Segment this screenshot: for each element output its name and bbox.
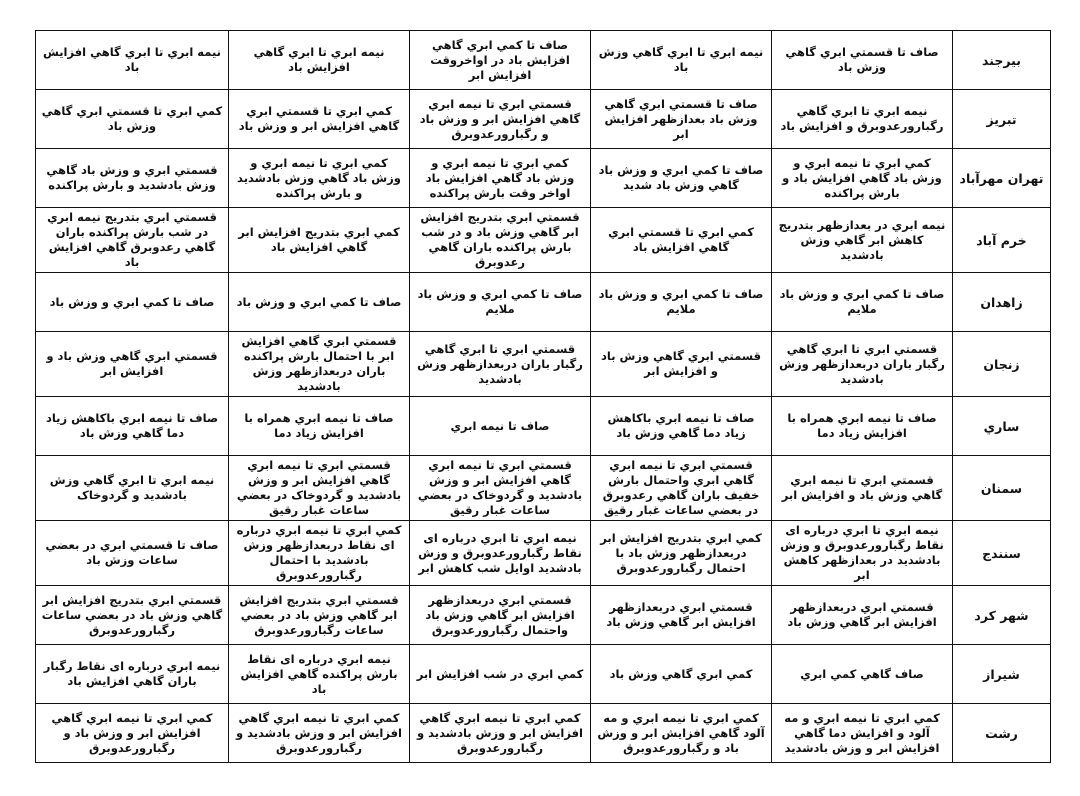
table-row — [36, 456, 1051, 521]
city-cell: بيرجند — [953, 31, 1051, 90]
forecast-cell: کمي ابري تا نيمه ابري و وزش باد گاهي افزايش باد اواخر وقت بارش پراکنده — [410, 149, 591, 208]
forecast-cell: کمي ابري تا نيمه ابري درباره اى نقاط دربعدازظهر وزش بادشديد با احتمال رگبارورعدوبرق — [229, 521, 410, 586]
forecast-cell: صاف تا کمي ابري و وزش باد ملايم — [410, 273, 591, 332]
forecast-cell: کمي ابري در شب افزايش ابر — [410, 645, 591, 704]
forecast-cell: صاف تا نيمه ابري — [410, 397, 591, 456]
forecast-cell: کمي ابري تا نيمه ابري گاهي افزايش ابر و وزش بادشديد و رگبارورعدوبرق — [229, 704, 410, 763]
forecast-cell: نيمه ابري تا ابري گاهي رگبارورعدوبرق و افزايش باد — [772, 90, 953, 149]
forecast-cell: صاف تا کمي ابري و وزش باد ملايم — [591, 273, 772, 332]
forecast-cell: نيمه ابري در بعدازظهر بتدريج کاهش ابر گاهي وزش بادشديد — [772, 208, 953, 273]
table-row — [36, 208, 1051, 273]
forecast-cell: قسمتي ابري تا ابري گاهي رگبار باران دربعدازظهر وزش بادشديد — [410, 332, 591, 397]
table-row — [36, 90, 1051, 149]
forecast-cell: قسمتي ابري بتدريج افزايش ابر گاهي وزش باد و در شب بارش پراکنده باران گاهي رعدوبرق — [410, 208, 591, 273]
city-cell: تهران مهرآباد — [953, 149, 1051, 208]
forecast-cell: قسمتي ابري بتدريج افزايش ابر گاهي وزش باد در بعضي ساعات رگبارورعدوبرق — [229, 586, 410, 645]
forecast-cell: نيمه ابري تا ابري درباره اى نقاط رگبارورعدوبرق و وزش بادشديد در بعدازظهر کاهش ابر — [772, 521, 953, 586]
forecast-cell: قسمتي ابري گاهي وزش باد و افزايش ابر — [36, 332, 229, 397]
weather-forecast-table — [35, 30, 1051, 763]
forecast-cell: قسمتي ابري تا ابري گاهي رگبار باران دربعدازظهر وزش بادشديد — [772, 332, 953, 397]
city-cell: زاهدان — [953, 273, 1051, 332]
city-cell: سمنان — [953, 456, 1051, 521]
forecast-cell: کمي ابري بتدريج افزايش ابر دربعدازظهر وزش باد با احتمال رگبارورعدوبرق — [591, 521, 772, 586]
forecast-cell: قسمتي ابري تا نيمه ابري گاهي ابري واحتمال بارش خفيف باران گاهي رعدوبرق در بعضي ساعات غبار رقيق — [591, 456, 772, 521]
forecast-cell: صاف تا قسمتي ابري گاهي وزش باد — [772, 31, 953, 90]
forecast-cell: نيمه ابري تا ابري درباره اى نقاط رگبارورعدوبرق و وزش بادشديد اوايل شب کاهش ابر — [410, 521, 591, 586]
forecast-cell: صاف تا نيمه ابري باکاهش زياد دما گاهي وزش باد — [591, 397, 772, 456]
forecast-cell: قسمتي ابري تا نيمه ابري گاهي وزش باد و افزايش ابر — [772, 456, 953, 521]
forecast-cell: نيمه ابري تا ابري گاهي وزش باد — [591, 31, 772, 90]
table-row — [36, 31, 1051, 90]
table-body — [36, 31, 1051, 763]
forecast-cell: صاف گاهي کمي ابري — [772, 645, 953, 704]
forecast-cell: صاف تا کمي ابري و وزش باد ملايم — [772, 273, 953, 332]
forecast-cell: کمي ابري تا نيمه ابري و وزش باد گاهي وزش بادشديد و بارش پراکنده — [229, 149, 410, 208]
city-cell: تبريز — [953, 90, 1051, 149]
forecast-table-container — [35, 30, 1050, 763]
forecast-cell: صاف تا کمي ابري و وزش باد گاهي وزش باد شديد — [591, 149, 772, 208]
forecast-cell: کمي ابري تا نيمه ابري و وزش باد گاهي افزايش باد و بارش پراکنده — [772, 149, 953, 208]
city-cell: شيراز — [953, 645, 1051, 704]
table-row — [36, 149, 1051, 208]
forecast-cell: قسمتي ابري بتدريج افزايش ابر گاهي وزش باد در بعضي ساعات رگبارورعدوبرق — [36, 586, 229, 645]
forecast-cell: صاف تا نيمه ابري باکاهش زياد دما گاهي وزش باد — [36, 397, 229, 456]
forecast-cell: کمي ابري تا نيمه ابري و مه آلود گاهي افزايش ابر و وزش باد و رگبارورعدوبرق — [591, 704, 772, 763]
forecast-cell: قسمتي ابري دربعدازظهر افزايش ابر گاهي وزش باد — [591, 586, 772, 645]
forecast-cell: قسمتي ابري بتدريج نيمه ابري در شب بارش پراکنده باران گاهي رعدوبرق گاهي افزايش باد — [36, 208, 229, 273]
forecast-cell: کمي ابري بتدريج افزايش ابر گاهي افزايش باد — [229, 208, 410, 273]
forecast-cell: کمي ابري تا نيمه ابري گاهي افزايش ابر و وزش بادشديد و رگبارورعدوبرق — [410, 704, 591, 763]
city-cell: سنندج — [953, 521, 1051, 586]
forecast-cell: کمي ابري تا نيمه ابري گاهي افزايش ابر و وزش باد و رگبارورعدوبرق — [36, 704, 229, 763]
city-cell: خرم آباد — [953, 208, 1051, 273]
forecast-cell: قسمتي ابري گاهي وزش باد و افزايش ابر — [591, 332, 772, 397]
forecast-cell: قسمتي ابري تا نيمه ابري گاهي افزايش ابر و وزش بادشديد و گردوخاک در بعضي ساعات غبار رقيق — [410, 456, 591, 521]
forecast-cell: قسمتي ابري دربعدازظهر افزايش ابر گاهي وزش باد — [772, 586, 953, 645]
forecast-cell: نيمه ابري تا ابري گاهي افزايش باد — [36, 31, 229, 90]
table-row — [36, 273, 1051, 332]
table-row — [36, 704, 1051, 763]
forecast-cell: نيمه ابري درباره اى نقاط بارش پراکنده گاهي افزايش باد — [229, 645, 410, 704]
forecast-cell: نيمه ابري تا ابري گاهي افزايش باد — [229, 31, 410, 90]
forecast-cell: قسمتي ابري و وزش باد گاهي وزش بادشديد و بارش پراکنده — [36, 149, 229, 208]
forecast-cell: صاف تا کمي ابري و وزش باد — [229, 273, 410, 332]
city-cell: ساري — [953, 397, 1051, 456]
table-row — [36, 332, 1051, 397]
table-row — [36, 521, 1051, 586]
forecast-cell: کمي ابري گاهي وزش باد — [591, 645, 772, 704]
forecast-cell: صاف تا کمي ابري گاهي افزايش باد در اواخروقت افزايش ابر — [410, 31, 591, 90]
forecast-cell: نيمه ابري درباره اى نقاط رگبار باران گاهي افزايش باد — [36, 645, 229, 704]
forecast-cell: نيمه ابري تا ابري گاهي وزش بادشديد و گردوخاک — [36, 456, 229, 521]
forecast-cell: قسمتي ابري تا نيمه ابري گاهي افزايش ابر و وزش باد و رگبارورعدوبرق — [410, 90, 591, 149]
table-row — [36, 645, 1051, 704]
forecast-cell: قسمتي ابري دربعدازظهر افزايش ابر گاهي وزش باد واحتمال رگبارورعدوبرق — [410, 586, 591, 645]
forecast-cell: صاف تا قسمتي ابري گاهي وزش باد بعدازظهر افزايش ابر — [591, 90, 772, 149]
forecast-cell: صاف تا نيمه ابري همراه با افزايش زياد دما — [229, 397, 410, 456]
forecast-cell: قسمتي ابري گاهي افزايش ابر با احتمال بارش پراکنده باران دربعدازظهر وزش بادشديد — [229, 332, 410, 397]
forecast-cell: کمي ابري تا نيمه ابري و مه آلود و افزايش دما گاهي افزايش ابر و وزش بادشديد — [772, 704, 953, 763]
forecast-cell: صاف تا کمي ابري و وزش باد — [36, 273, 229, 332]
forecast-cell: صاف تا نيمه ابري همراه با افزايش زياد دما — [772, 397, 953, 456]
table-row — [36, 397, 1051, 456]
city-cell: شهر کرد — [953, 586, 1051, 645]
city-cell: رشت — [953, 704, 1051, 763]
forecast-cell: صاف تا قسمتي ابري در بعضي ساعات وزش باد — [36, 521, 229, 586]
forecast-cell: قسمتي ابري تا نيمه ابري گاهي افزايش ابر و وزش بادشديد و گردوخاک در بعضي ساعات غبار رقيق — [229, 456, 410, 521]
forecast-cell: کمي ابري تا قسمتي ابري گاهي وزش باد — [36, 90, 229, 149]
city-cell: زنجان — [953, 332, 1051, 397]
forecast-cell: کمي ابري تا قسمتي ابري گاهي افزايش ابر و وزش باد — [229, 90, 410, 149]
forecast-cell: کمي ابري تا قسمتي ابري گاهي افزايش باد — [591, 208, 772, 273]
table-row — [36, 586, 1051, 645]
